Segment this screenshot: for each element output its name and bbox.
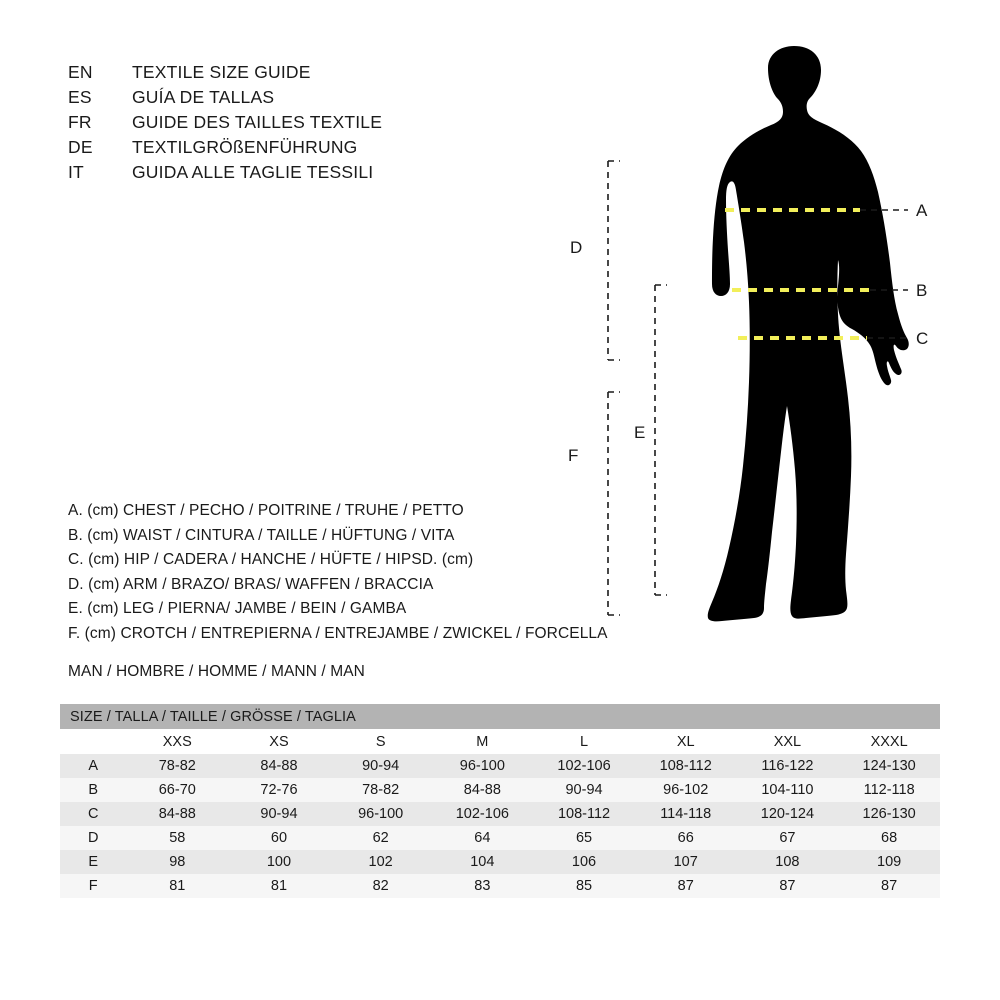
corner-cell [60,729,126,754]
row-label-a: A [60,754,126,778]
cell-b-xs: 72-76 [228,778,330,802]
cell-a-xl: 108-112 [635,754,737,778]
cell-b-xxs: 66-70 [126,778,228,802]
cell-e-l: 106 [533,850,635,874]
col-header-xs: XS [228,729,330,754]
cell-e-xl: 107 [635,850,737,874]
bracket-f [608,392,620,615]
cell-d-s: 62 [330,826,432,850]
title-row-de [68,137,382,162]
title-row-fr [68,112,382,137]
male-silhouette [708,46,909,621]
legend-item-c: C. (cm) HIP / CADERA / HANCHE / HÜFTE / HIPSD. (cm) [68,551,474,568]
cell-c-s: 96-100 [330,802,432,826]
title-row-it [68,162,382,187]
cell-d-l: 65 [533,826,635,850]
cell-e-xxxl: 109 [838,850,940,874]
row-label-b: B [60,778,126,802]
cell-c-xxl: 120-124 [737,802,839,826]
title-row-es [68,87,382,112]
cell-e-m: 104 [432,850,534,874]
cell-f-xxs: 81 [126,874,228,898]
legend-item-a: A. (cm) CHEST / PECHO / POITRINE / TRUHE / PETTO [68,502,464,519]
cell-a-m: 96-100 [432,754,534,778]
col-header-l: L [533,729,635,754]
gender-label: MAN / HOMBRE / HOMME / MANN / MAN [68,663,365,680]
cell-b-l: 90-94 [533,778,635,802]
legend-item-b: B. (cm) WAIST / CINTURA / TAILLE / HÜFTUNG / VITA [68,526,455,544]
title-lang-fr: FR [68,112,92,132]
measurement-legend [68,502,608,649]
row-label-e: E [60,850,126,874]
legend-item-f: F. (cm) CROTCH / ENTREPIERNA / ENTREJAMBE / ZWICKEL / FORCELLA [68,624,608,642]
cell-f-xxxl: 87 [838,874,940,898]
col-header-xl: XL [635,729,737,754]
cell-d-xxl: 67 [737,826,839,850]
col-header-xxl: XXL [737,729,839,754]
title-text-es: GUÍA DE TALLAS [132,87,275,107]
bracket-d [608,161,620,360]
cell-a-xxl: 116-122 [737,754,839,778]
cell-d-xs: 60 [228,826,330,850]
cell-e-xxl: 108 [737,850,839,874]
cell-f-xs: 81 [228,874,330,898]
cell-b-xxl: 104-110 [737,778,839,802]
table-row [60,850,940,874]
title-block [68,62,382,187]
cell-b-xl: 96-102 [635,778,737,802]
cell-d-m: 64 [432,826,534,850]
title-text-fr: GUIDE DES TAILLES TEXTILE [132,112,383,132]
col-header-xxxl: XXXL [838,729,940,754]
table-row [60,874,940,898]
table-title: SIZE / TALLA / TAILLE / GRÖSSE / TAGLIA [60,704,940,729]
cell-c-m: 102-106 [432,802,534,826]
table-columns-row [60,729,940,754]
cell-c-xs: 90-94 [228,802,330,826]
cell-d-xl: 66 [635,826,737,850]
label-e: E [634,423,646,442]
cell-d-xxs: 58 [126,826,228,850]
cell-c-l: 108-112 [533,802,635,826]
table-row [60,802,940,826]
cell-e-xs: 100 [228,850,330,874]
col-header-xxs: XXS [126,729,228,754]
cell-b-m: 84-88 [432,778,534,802]
cell-f-s: 82 [330,874,432,898]
cell-f-xl: 87 [635,874,737,898]
title-lang-en: EN [68,62,93,82]
table-header-row [60,704,940,729]
cell-a-xxs: 78-82 [126,754,228,778]
size-table [60,704,940,898]
cell-c-xxxl: 126-130 [838,802,940,826]
label-a: A [916,201,928,220]
col-header-s: S [330,729,432,754]
cell-a-xxxl: 124-130 [838,754,940,778]
cell-a-xs: 84-88 [228,754,330,778]
row-label-f: F [60,874,126,898]
cell-a-l: 102-106 [533,754,635,778]
row-label-c: C [60,802,126,826]
title-lang-it: IT [68,162,84,182]
cell-c-xl: 114-118 [635,802,737,826]
cell-f-xxl: 87 [737,874,839,898]
cell-f-l: 85 [533,874,635,898]
cell-d-xxxl: 68 [838,826,940,850]
cell-a-s: 90-94 [330,754,432,778]
label-b: B [916,281,928,300]
title-text-it: GUIDA ALLE TAGLIE TESSILI [132,162,374,182]
legend-item-d: D. (cm) ARM / BRAZO/ BRAS/ WAFFEN / BRACCIA [68,575,434,593]
row-label-d: D [60,826,126,850]
legend-item-e: E. (cm) LEG / PIERNA/ JAMBE / BEIN / GAMBA [68,600,407,617]
table-row [60,778,940,802]
cell-b-xxxl: 112-118 [838,778,940,802]
table-row [60,826,940,850]
title-text-de: TEXTILGRÖßENFÜHRUNG [132,137,358,157]
cell-e-s: 102 [330,850,432,874]
title-lang-es: ES [68,87,92,107]
cell-b-s: 78-82 [330,778,432,802]
label-d: D [570,238,583,257]
title-text-en: TEXTILE SIZE GUIDE [132,62,311,82]
col-header-m: M [432,729,534,754]
title-row-en [68,62,382,87]
bracket-e [655,285,667,595]
body-diagram [560,20,990,670]
size-table-wrapper [60,704,940,898]
label-f: F [568,446,579,465]
cell-f-m: 83 [432,874,534,898]
title-lang-de: DE [68,137,93,157]
cell-e-xxs: 98 [126,850,228,874]
table-row [60,754,940,778]
cell-c-xxs: 84-88 [126,802,228,826]
label-c: C [916,329,929,348]
